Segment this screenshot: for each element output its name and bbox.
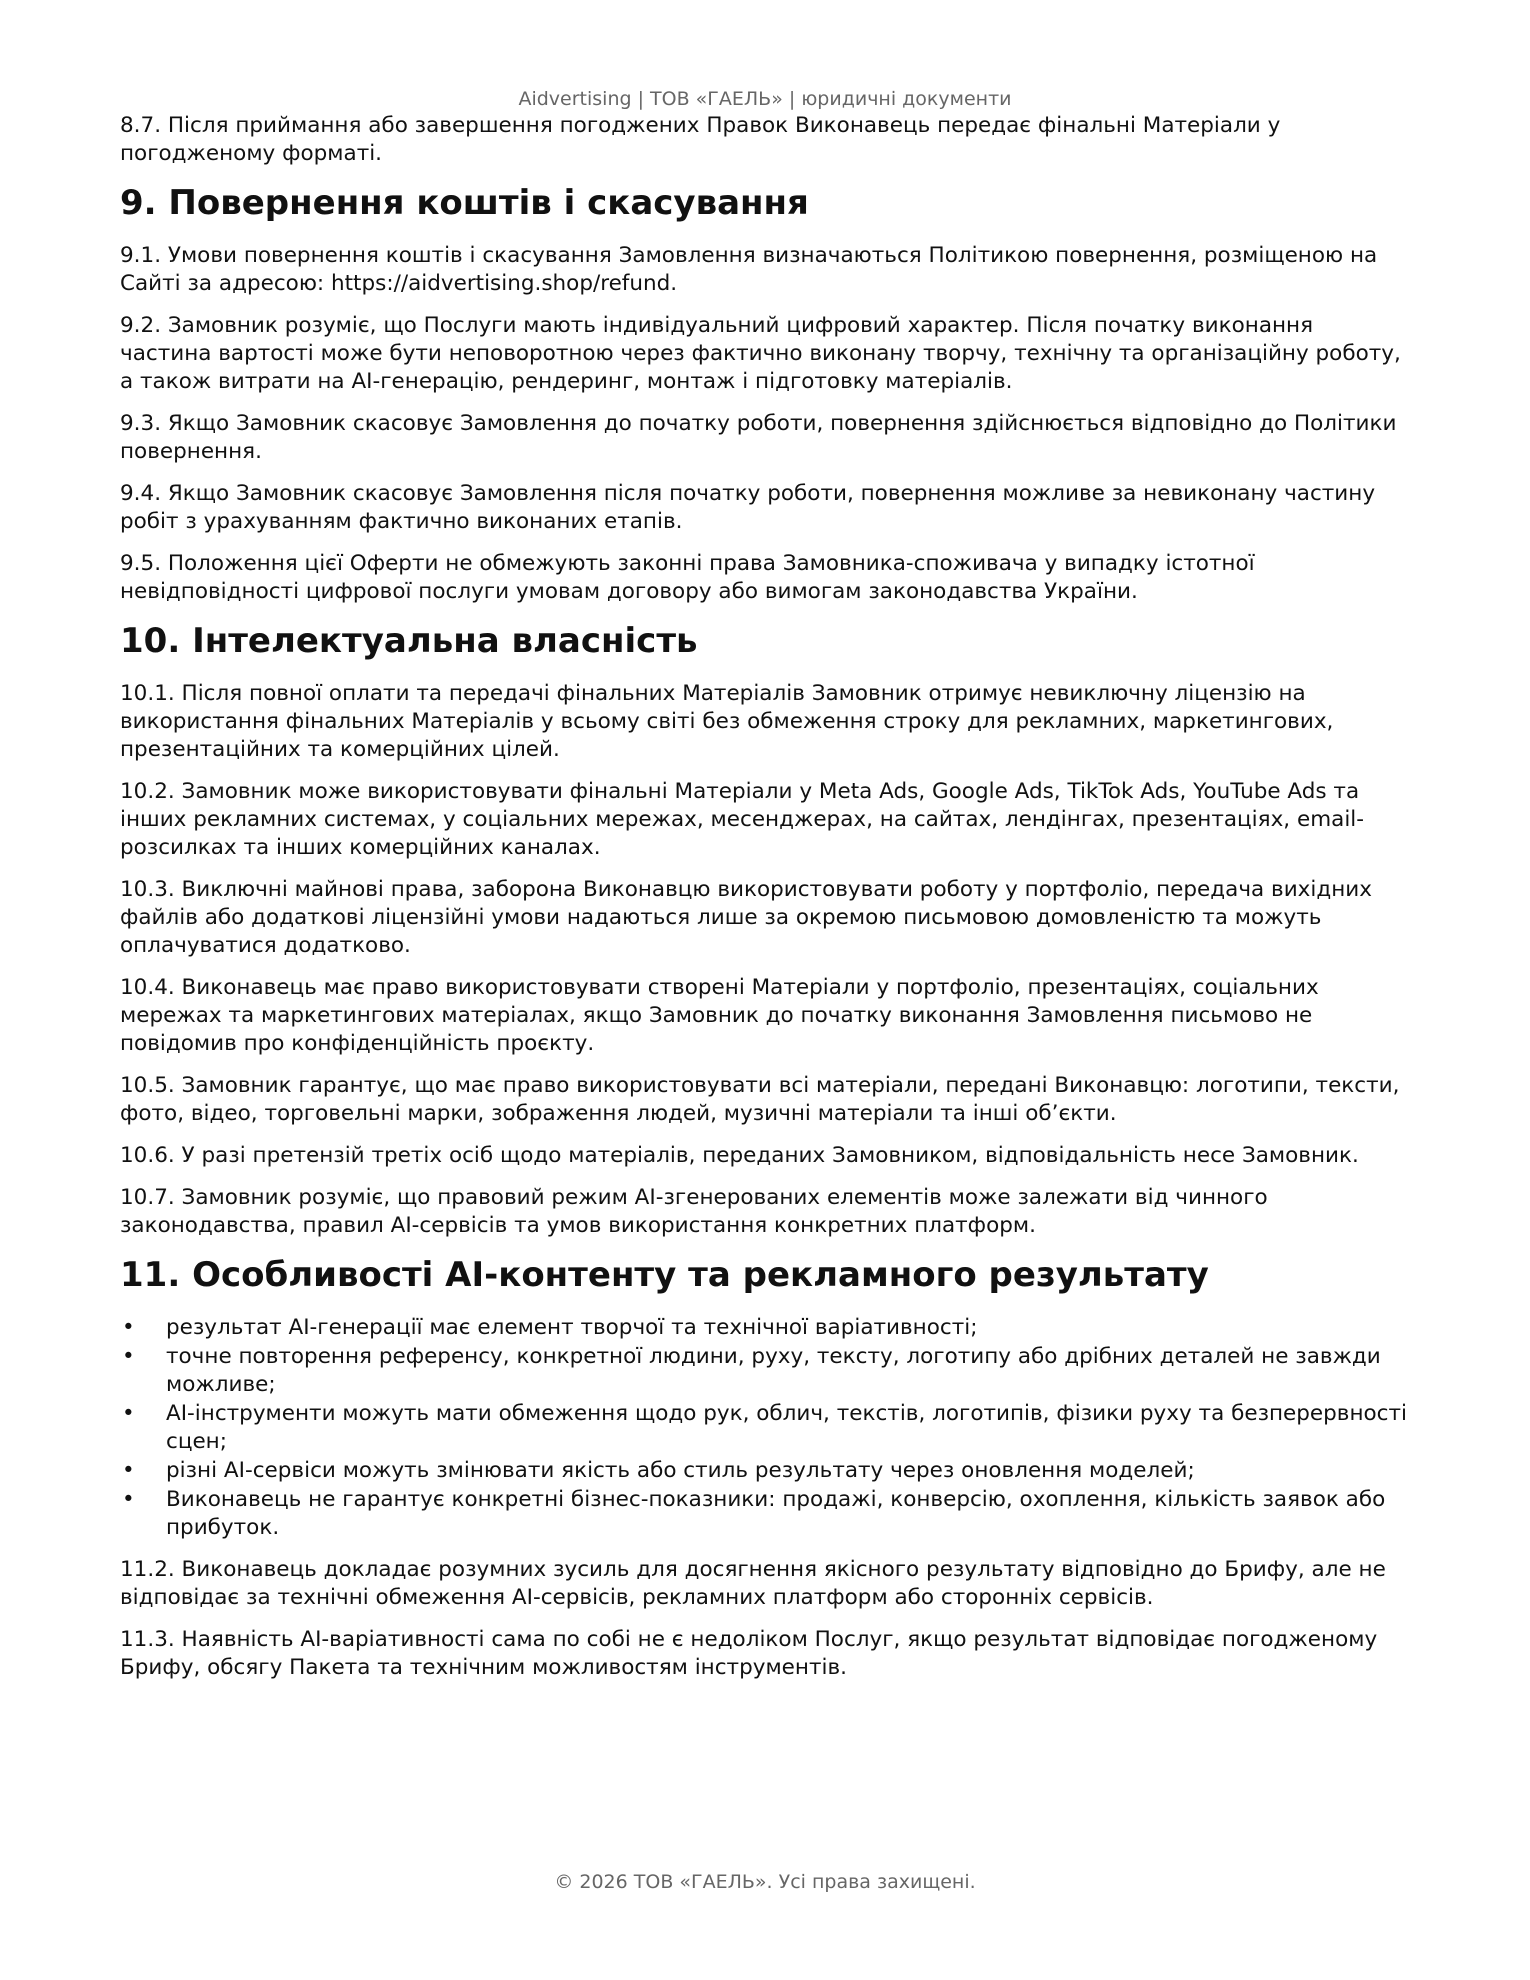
paragraph-10-1: 10.1. Після повної оплати та передачі фінальних Матеріалів Замовник отримує невиключну ліцензію на використання фінальних Матеріалів у всьому світі без обмеження строку для рекламних, маркетингових, презентаційних та комерційних цілей. [120, 681, 1334, 762]
section-10-title: 10. Інтелектуальна власність [120, 621, 698, 661]
list-item-text: Виконавець не гарантує конкретні бізнес-показники: продажі, конверсію, охоплення, кількість заявок або прибуток. [166, 1487, 1386, 1540]
paragraph-9-1: 9.1. Умови повернення коштів і скасування Замовлення визначаються Політикою повернення, розміщеною на Сайті за адресою: https://aidvertising.shop/refund. [120, 243, 1378, 296]
bullet-icon: • [122, 1487, 135, 1512]
paragraph-10-2: 10.2. Замовник може використовувати фінальні Матеріали у Meta Ads, Google Ads, TikTok Ads, YouTube Ads та інших рекламних системах, у соціальних мережах, месенджерах, на сайтах, лендінгах, презентаціях, email-розсилках та інших комерційних каналах. [120, 779, 1365, 860]
list-item-text: різні AI-сервіси можуть змінювати якість або стиль результату через оновлення моделей; [166, 1458, 1195, 1483]
paragraph-10-3: 10.3. Виключні майнові права, заборона Виконавцю використовувати роботу у портфоліо, передача вихідних файлів або додаткові ліцензійні умови надаються лише за окремою письмовою домовленістю та можуть оплачуватися додатково. [120, 877, 1372, 958]
list-item [120, 1314, 1410, 1342]
paragraph-9-2: 9.2. Замовник розуміє, що Послуги мають індивідуальний цифровий характер. Після початку виконання частина вартості може бути неповоротною через фактично виконану творчу, технічну та організаційну роботу, а також витрати на AI-генерацію, рендеринг, монтаж і підготовку матеріалів. [120, 313, 1401, 394]
bullet-icon: • [122, 1401, 135, 1426]
paragraph-11-2: 11.2. Виконавець докладає розумних зусиль для досягнення якісного результату відповідно до Брифу, але не відповідає за технічні обмеження AI-сервісів, рекламних платформ або сторонніх сервісів. [120, 1557, 1386, 1610]
list-item [120, 1486, 1410, 1542]
section-11-bullet-list [120, 1314, 1410, 1542]
list-item [120, 1457, 1410, 1485]
paragraph-11-3: 11.3. Наявність AI-варіативності сама по собі не є недоліком Послуг, якщо результат відповідає погодженому Брифу, обсягу Пакета та технічним можливостям інструментів. [120, 1627, 1378, 1680]
paragraph-10-5: 10.5. Замовник гарантує, що має право використовувати всі матеріали, передані Виконавцю: логотипи, тексти, фото, відео, торговельні марки, зображення людей, музичні матеріали та інші об’єкти. [120, 1073, 1400, 1126]
list-item-text: результат AI-генерації має елемент творчої та технічної варіативності; [166, 1315, 978, 1340]
bullet-icon: • [122, 1344, 135, 1369]
paragraph-9-4: 9.4. Якщо Замовник скасовує Замовлення після початку роботи, повернення можливе за невиконану частину робіт з урахуванням фактично виконаних етапів. [120, 481, 1376, 534]
page-header: Aidvertising | ТОВ «ГАЕЛЬ» | юридичні документи [518, 88, 1012, 110]
paragraph-9-5: 9.5. Положення цієї Оферти не обмежують законні права Замовника-споживача у випадку істотної невідповідності цифрової послуги умовам договору або вимогам законодавства України. [120, 551, 1255, 604]
section-11-title: 11. Особливості AI-контенту та рекламного результату [120, 1255, 1209, 1295]
paragraph-8-7: 8.7. Після приймання або завершення погоджених Правок Виконавець передає фінальні Матеріали у погодженому форматі. [120, 113, 1281, 166]
bullet-icon: • [122, 1458, 135, 1483]
document-body [120, 112, 1410, 1696]
paragraph-10-4: 10.4. Виконавець має право використовувати створені Матеріали у портфоліо, презентаціях, соціальних мережах та маркетингових матеріалах, якщо Замовник до початку виконання Замовлення письмово не повідомив про конфіденційність проєкту. [120, 975, 1319, 1056]
list-item-text: точне повторення референсу, конкретної людини, руху, тексту, логотипу або дрібних деталей не завжди можливе; [166, 1344, 1381, 1397]
list-item [120, 1343, 1410, 1399]
bullet-icon: • [122, 1315, 135, 1340]
paragraph-9-3: 9.3. Якщо Замовник скасовує Замовлення до початку роботи, повернення здійснюється відповідно до Політики повернення. [120, 411, 1397, 464]
section-9-title: 9. Повернення коштів і скасування [120, 183, 809, 223]
page-footer: © 2026 ТОВ «ГАЕЛЬ». Усі права захищені. [554, 1871, 976, 1893]
list-item [120, 1400, 1410, 1456]
list-item-text: AI-інструменти можуть мати обмеження щодо рук, облич, текстів, логотипів, фізики руху та безперервності сцен; [166, 1401, 1408, 1454]
paragraph-10-6: 10.6. У разі претензій третіх осіб щодо матеріалів, переданих Замовником, відповідальність несе Замовник. [120, 1143, 1359, 1168]
paragraph-10-7: 10.7. Замовник розуміє, що правовий режим AI-згенерованих елементів може залежати від чинного законодавства, правил AI-сервісів та умов використання конкретних платформ. [120, 1185, 1268, 1238]
